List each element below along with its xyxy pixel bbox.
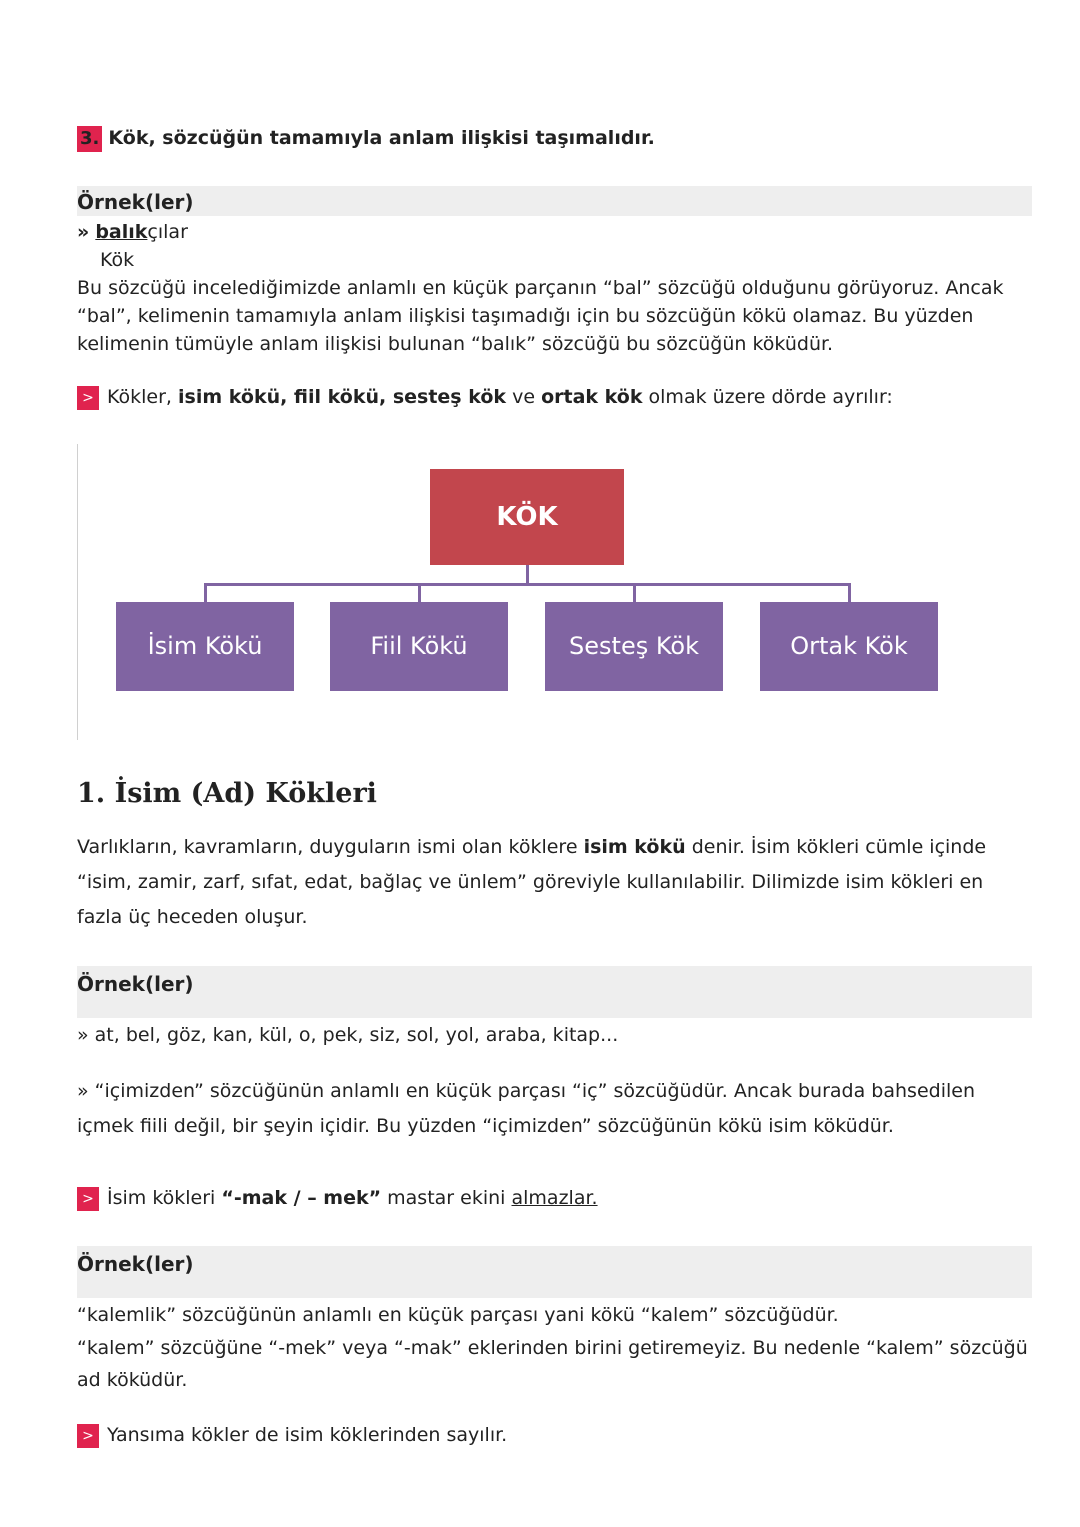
para-bold: isim kökü [583, 836, 686, 858]
note-text: olmak üzere dörde ayrılır: [648, 386, 893, 408]
example-line: » at, bel, göz, kan, kül, o, pek, siz, sol, yol, araba, kitap... [77, 1024, 619, 1046]
example-header [77, 966, 1032, 1018]
connector-vertical [526, 565, 529, 585]
connector-drop [633, 583, 636, 603]
example-word [77, 218, 188, 246]
diagram-node-fiil: Fiil Kökü [330, 602, 508, 691]
rule-3 [77, 124, 655, 152]
note-bold: “-mak / – mek” [221, 1187, 382, 1209]
mastar-note [77, 1184, 598, 1212]
diagram-left-rule [77, 444, 78, 740]
rule-text: Kök, sözcüğün tamamıyla anlam ilişkisi taşımalıdır. [108, 127, 655, 149]
types-note [77, 383, 893, 411]
diagram-node-isim: İsim Kökü [116, 602, 294, 691]
note-text: İsim kökleri [107, 1187, 216, 1209]
example-line: “kalem” sözcüğüne “-mek” veya “-mak” eklerinden birini getiremeyiz. Bu nedenle “kalem” sözcüğü ad köküdür. [77, 1337, 1028, 1391]
example-title: Örnek(ler) [77, 190, 194, 214]
example-paragraph: Bu sözcüğü incelediğimizde anlamlı en küçük parçanın “bal” sözcüğü olduğunu görüyoruz. Ancak “bal”, kelimenin tamamıyla anlam ilişkisi taşımadığı için bu sözcüğün kökü olamaz. Bu yüzden kelimenin tümüyle anlam ilişkisi bulunan “balık” sözcüğü bu sözcüğün köküdür. [77, 277, 1004, 355]
note-text: mastar ekini [387, 1187, 506, 1209]
example-header [77, 186, 1032, 216]
arrow-icon: > [77, 1187, 99, 1211]
word-root: balık [95, 221, 148, 243]
section-paragraph [77, 830, 1032, 935]
example-title: Örnek(ler) [77, 972, 194, 996]
note-bold: isim kökü, fiil kökü, sesteş kök [178, 386, 507, 408]
rule-number-badge: 3. [77, 126, 102, 152]
para-text: denir. İsim kökleri cümle içinde “isim, zamir, zarf, sıfat, edat, bağlaç ve ünlem” göreviyle kullanılabilir. Dilimizde isim kökleri en fazla üç heceden oluşur. [77, 836, 987, 928]
note-text: Kökler, [107, 386, 172, 408]
para-text: Varlıkların, kavramların, duyguların ismi olan köklere [77, 836, 578, 858]
arrow-icon: > [77, 386, 99, 410]
example-line: “kalemlik” sözcüğünün anlamlı en küçük parçası yani kökü “kalem” sözcüğüdür. [77, 1304, 839, 1326]
connector-drop [418, 583, 421, 603]
note-underlined: almazlar. [511, 1187, 598, 1209]
example-title: Örnek(ler) [77, 1252, 194, 1276]
note-text: Yansıma kökler de isim köklerinden sayılır. [107, 1424, 508, 1446]
root-label: Kök [100, 249, 135, 271]
connector-drop [204, 583, 207, 603]
diagram-node-sestes: Sesteş Kök [545, 602, 723, 691]
arrow-icon: > [77, 1424, 99, 1448]
connector-horizontal [204, 583, 851, 586]
note-text: ve [512, 386, 536, 408]
onomatopoeia-note [77, 1421, 507, 1449]
example-header [77, 1246, 1032, 1298]
word-suffix: çılar [147, 221, 188, 243]
diagram-root-node: KÖK [430, 469, 624, 565]
note-bold: ortak kök [541, 386, 643, 408]
connector-drop [848, 583, 851, 603]
diagram-node-ortak: Ortak Kök [760, 602, 938, 691]
bullet: » [77, 221, 90, 243]
example-line: » “içimizden” sözcüğünün anlamlı en küçük parçası “iç” sözcüğüdür. Ancak burada bahsedilen içmek fiili değil, bir şeyin içidir. Bu yüzden “içimizden” sözcüğünün kökü isim köküdür. [77, 1080, 975, 1137]
section-heading: 1. İsim (Ad) Kökleri [77, 778, 377, 809]
